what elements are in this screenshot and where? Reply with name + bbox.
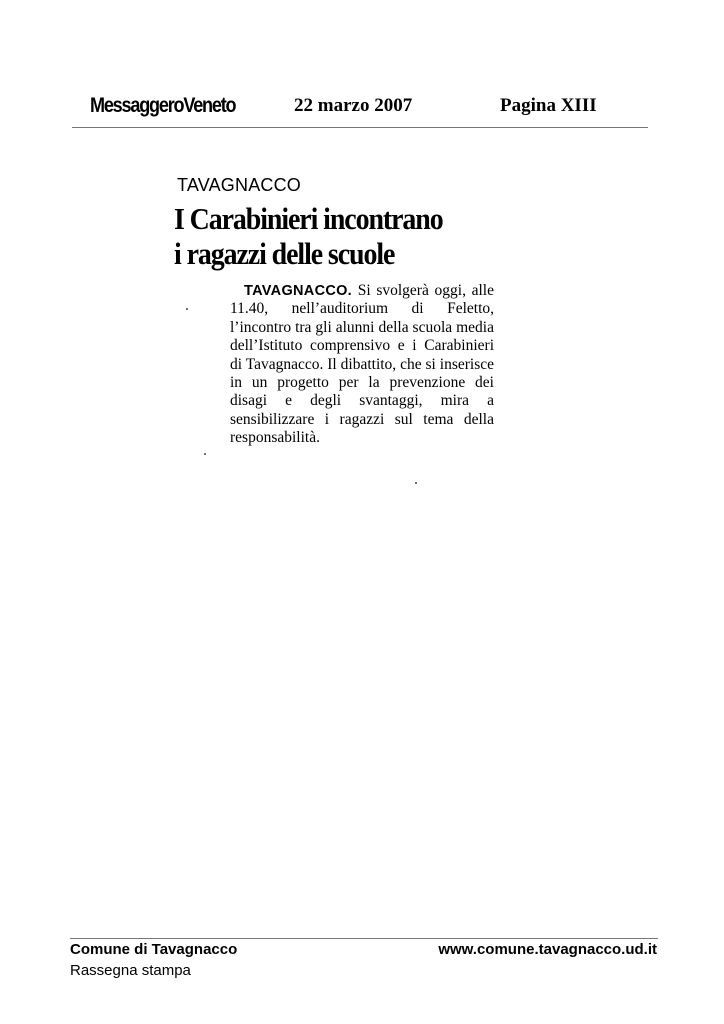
scan-speck	[186, 308, 188, 310]
page-footer	[70, 938, 658, 988]
article-kicker: TAVAGNACCO	[177, 175, 302, 195]
footer-website-link[interactable]: www.comune.tavagnacco.ud.it	[438, 941, 657, 958]
footer-section: Rassegna stampa	[70, 962, 191, 979]
headline-line-1: I Carabinieri incontrano	[174, 201, 443, 236]
header-divider	[72, 127, 648, 128]
scan-speck	[415, 482, 417, 484]
article-body	[230, 282, 494, 448]
newspaper-clipping	[160, 165, 520, 510]
footer-organization: Comune di Tavagnacco	[70, 941, 238, 958]
publication-date: 22 marzo 2007	[294, 95, 413, 116]
article-text: Si svolgerà oggi, alle 11.40, nell’auditorium di Feletto, l’incontro tra gli alunni della scuola media dell’Istituto comprensivo e i Carabinieri di Tavagnacco. Il dibattito, che si inserisce in un progetto per la prevenzione dei disagi e degli svantaggi, mira a sensibilizzare i ragazzi sul tema della responsabilità.	[230, 282, 494, 447]
publication-masthead: MessaggeroVeneto	[90, 94, 236, 117]
page-header	[72, 92, 648, 128]
scan-speck	[204, 453, 206, 455]
article-headline	[174, 201, 443, 271]
headline-line-2: i ragazzi delle scuole	[174, 236, 395, 271]
footer-divider	[70, 938, 658, 939]
page-number: Pagina XIII	[500, 95, 597, 116]
article-dateline: TAVAGNACCO.	[244, 283, 353, 299]
